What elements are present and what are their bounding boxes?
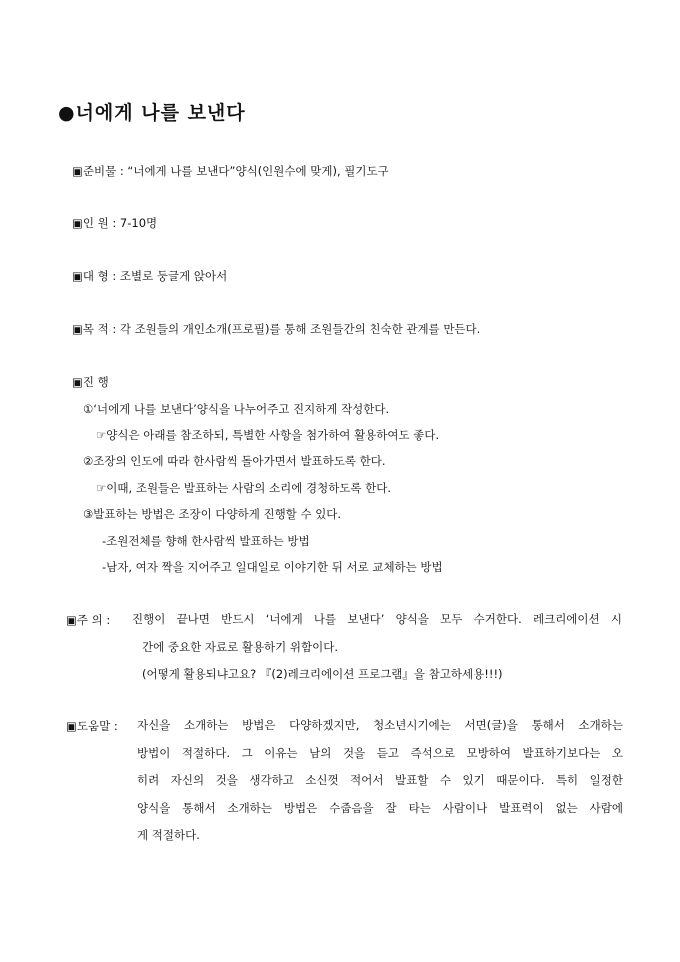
help-body bbox=[137, 712, 623, 850]
caution-label: ▣주 의 : bbox=[66, 613, 111, 627]
progress-step-2-note: ☞이때, 조원들은 발표하는 사람의 소리에 경청하도록 한다. bbox=[96, 481, 392, 495]
caution-line-1: 진행이 끝나면 반드시 ‘너에게 나를 보낸다’ 양식을 모두 수거한다. 레크리에이션 시 bbox=[132, 612, 622, 626]
progress-step-2: ②조장의 인도에 따라 한사람씩 돌아가면서 발표하도록 한다. bbox=[83, 454, 386, 468]
help-line-2: 방법이 적절하다. 그 이유는 남의 것을 듣고 즉석으로 모방하여 발표하기보다는 오 bbox=[137, 745, 623, 760]
help-line-4: 양식을 통해서 소개하는 방법은 수줍음을 잘 타는 사람이나 발표력이 없는 사람에 bbox=[137, 800, 623, 815]
progress-heading: ▣진 행 bbox=[72, 375, 109, 389]
caution-line-3: (어떻게 활용되냐고요? 『(2)레크리에이션 프로그램』을 참고하세용!!!) bbox=[142, 667, 503, 681]
page-title: ●너에게 나를 보낸다 bbox=[58, 102, 246, 124]
progress-step-1: ①‘너에게 나를 보낸다’양식을 나누어주고 진지하게 작성한다. bbox=[83, 402, 390, 416]
progress-step-3-option-b: -남자, 여자 짝을 지어주고 일대일로 이야기한 뒤 서로 교체하는 방법 bbox=[102, 560, 443, 574]
caution-line-2: 간에 중요한 자료로 활용하기 위함이다. bbox=[142, 639, 339, 654]
help-label: ▣도움말 : bbox=[66, 719, 118, 733]
help-line-5: 게 적절하다. bbox=[137, 828, 200, 842]
progress-step-1-note: ☞양식은 아래를 참조하되, 특별한 사항을 첨가하여 활용하여도 좋다. bbox=[96, 428, 440, 442]
goal-line: ▣목 적 : 각 조원들의 개인소개(프로필)를 통해 조원들간의 친숙한 관계를 만든다. bbox=[72, 322, 481, 336]
progress-step-3: ③발표하는 방법은 조장이 다양하게 진행할 수 있다. bbox=[83, 507, 342, 521]
help-line-3: 히려 자신의 것을 생각하고 소신껏 적어서 발표할 수 있기 때문이다. 특히 일정한 bbox=[137, 773, 623, 787]
people-line: ▣인 원 : 7-10명 bbox=[72, 216, 158, 230]
formation-line: ▣대 형 : 조별로 둥글게 앉아서 bbox=[72, 269, 228, 283]
prep-line: ▣준비물 : “너에게 나를 보낸다”양식(인원수에 맞게), 필기도구 bbox=[72, 164, 389, 178]
help-line-1: 자신을 소개하는 방법은 다양하겠지만, 청소년시기에는 서면(글)을 통해서 소개하는 bbox=[137, 718, 623, 732]
progress-step-3-option-a: -조원전체를 향해 한사람씩 발표하는 방법 bbox=[102, 534, 310, 548]
caution-body bbox=[132, 606, 622, 689]
